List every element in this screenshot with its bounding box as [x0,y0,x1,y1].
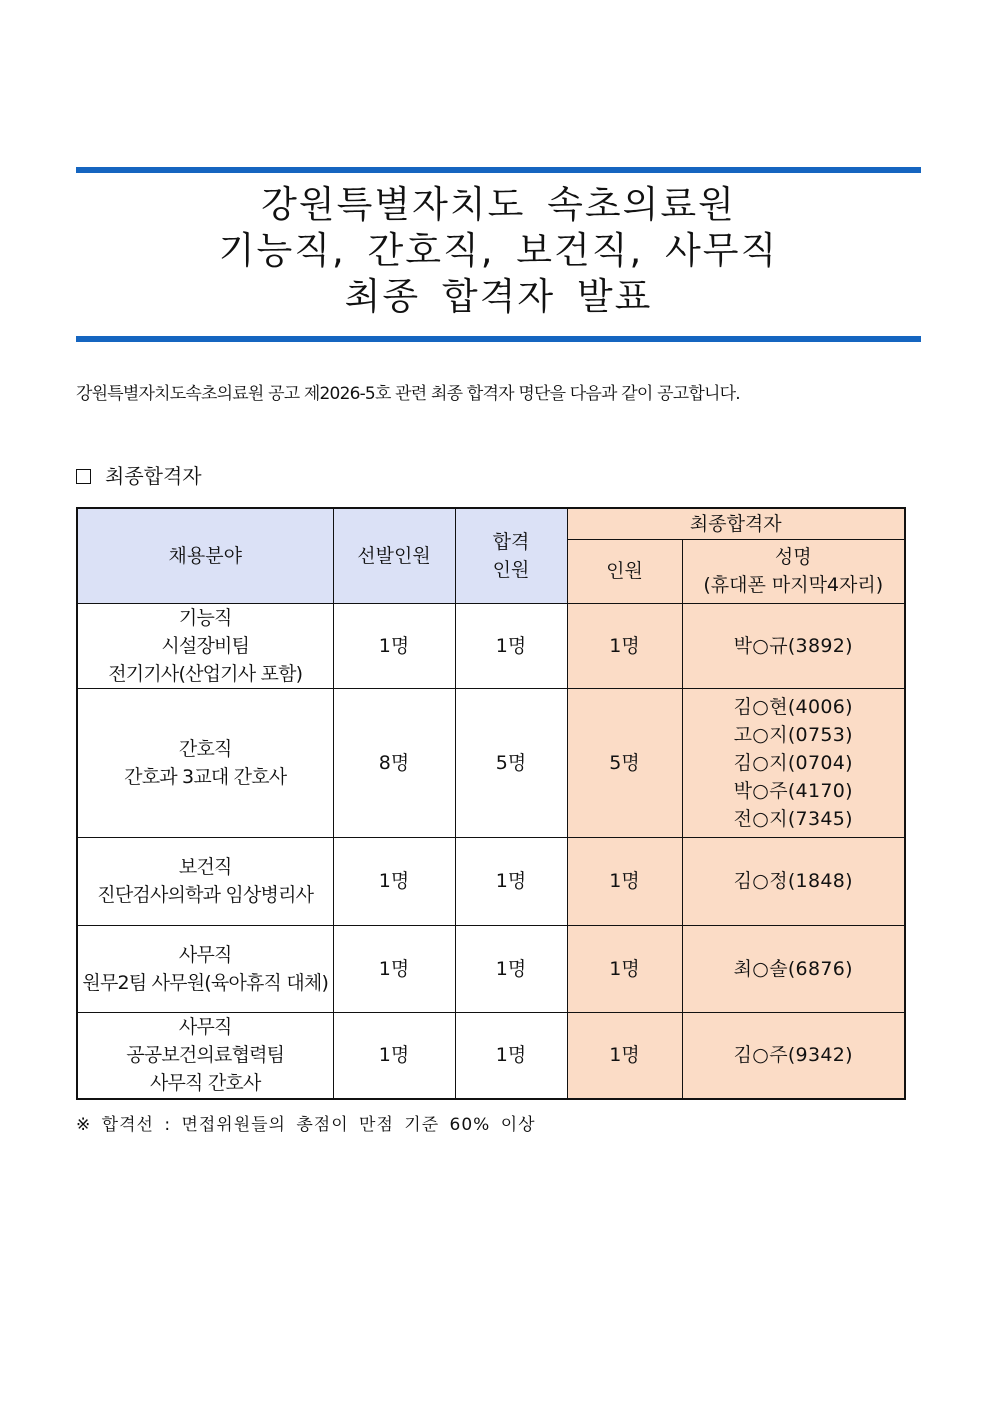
row-passed: 5명 [455,688,567,837]
field-line: 전기기사(산업기사 포함) [108,662,303,685]
row-field [77,603,333,688]
header-final-name-line1: 성명 [774,546,812,568]
field-line: 사무직 [178,1016,232,1039]
field-line: 원무2팀 사무원(육아휴직 대체) [82,971,329,994]
header-passed-line2: 인원 [492,558,530,581]
row-selection: 1명 [333,1012,455,1099]
candidate-name: 김○지(0704) [733,751,853,774]
field-line: 간호직 [178,737,232,760]
title-line-1: 강원특별자치도 속초의료원 [261,183,736,226]
row-passed: 1명 [455,603,567,688]
field-line: 보건직 [178,856,232,878]
field-line: 진단검사의학과 임상병리사 [97,884,314,906]
header-final-name [682,539,905,603]
row-selection: 8명 [333,688,455,837]
header-final-count: 인원 [567,539,682,603]
table-row [77,837,905,925]
header-final-group: 최종합격자 [567,508,905,539]
candidate-name: 박○규(3892) [733,634,853,657]
title-line-3: 최종 합격자 발표 [344,275,653,318]
row-passed: 1명 [455,925,567,1012]
candidate-name: 김○정(1848) [733,870,853,892]
row-selection: 1명 [333,837,455,925]
row-names [682,688,905,837]
row-names [682,837,905,925]
row-passed: 1명 [455,837,567,925]
checkbox-icon [76,469,91,484]
header-passed [455,508,567,603]
title-rule-top [76,167,921,173]
candidate-name: 전○지(7345) [733,807,853,830]
row-final-count: 5명 [567,688,682,837]
row-field [77,1012,333,1099]
row-selection: 1명 [333,603,455,688]
field-line: 기능직 [178,606,232,629]
header-final-name-line2: (휴대폰 마지막4자리) [703,574,884,596]
row-field [77,837,333,925]
header-selection: 선발인원 [333,508,455,603]
row-final-count: 1명 [567,603,682,688]
header-field: 채용분야 [77,508,333,603]
title-line-2: 기능직, 간호직, 보건직, 사무직 [218,229,779,272]
candidate-name: 김○현(4006) [733,695,853,718]
row-field [77,688,333,837]
header-passed-line1: 합격 [492,530,530,553]
intro-text: 강원특별자치도속초의료원 공고 제2026-5호 관련 최종 합격자 명단을 다음과 같이 공고합니다. [76,384,740,404]
field-line: 간호과 3교대 간호사 [124,765,287,788]
title-rule-bottom [76,336,921,342]
candidate-name: 박○주(4170) [733,779,853,802]
page-title [76,182,921,320]
row-names [682,925,905,1012]
field-line: 공공보건의료협력팀 [126,1044,285,1067]
field-line: 시설장비팀 [161,634,250,657]
row-names [682,603,905,688]
footnote: ※ 합격선 : 면접위원들의 총점이 만점 기준 60% 이상 [76,1115,536,1135]
row-field [77,925,333,1012]
final-results-table [76,507,906,1100]
row-passed: 1명 [455,1012,567,1099]
field-line: 사무직 간호사 [149,1072,261,1095]
table-row [77,1012,905,1099]
section-heading [76,462,202,490]
row-final-count: 1명 [567,925,682,1012]
candidate-name: 김○주(9342) [733,1044,853,1067]
table-row [77,925,905,1012]
row-selection: 1명 [333,925,455,1012]
field-line: 사무직 [178,943,232,966]
section-title: 최종합격자 [105,464,202,488]
row-final-count: 1명 [567,1012,682,1099]
candidate-name: 고○지(0753) [733,723,853,746]
table-row [77,603,905,688]
row-names [682,1012,905,1099]
table-row [77,688,905,837]
candidate-name: 최○솔(6876) [733,957,853,980]
row-final-count: 1명 [567,837,682,925]
